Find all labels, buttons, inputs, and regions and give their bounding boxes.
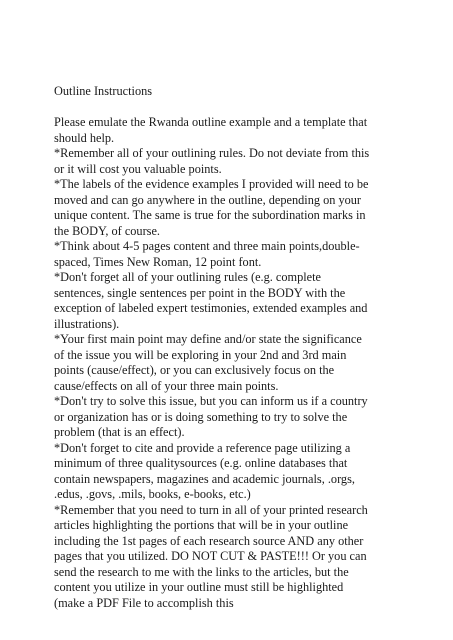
- paragraph-sentence-rules: *Don't forget all of your outlining rules (e.g. complete sentences, single sentences per point in the BODY with the exception of labeled expert testimonies, extended examples and illustrations).: [54, 270, 368, 331]
- paragraph-intro: Please emulate the Rwanda outline example and a template that should help.: [54, 115, 368, 145]
- paragraph-main-points: *Your first main point may define and/or state the significance of the issue you will be exploring in your 2nd and 3rd main points (cause/effect), or you can exclusively focus on the cause/effects on all of your three main points.: [54, 332, 362, 393]
- document-body: [54, 84, 399, 611]
- paragraph-outlining-rules: *Remember all of your outlining rules. Do not deviate from this or it will cost you valuable points.: [54, 146, 370, 176]
- paragraph-evidence-labels: *The labels of the evidence examples I provided will need to be moved and can go anywhere in the outline, depending on your unique content. The same is true for the subordination marks in the BODY, of course.: [54, 177, 369, 238]
- paragraph-citations: *Don't forget to cite and provide a reference page utilizing a minimum of three qualitysources (e.g. online databases that contain newspapers, magazines and academic journals, .orgs, .edus, .govs, .mils, books, e-books, etc.): [54, 440, 355, 501]
- paragraph-page-length: *Think about 4-5 pages content and three main points,double- spaced, Times New Roman, 12 point font.: [54, 239, 360, 269]
- document-title: Outline Instructions: [54, 84, 153, 98]
- paragraph-research-articles: *Remember that you need to turn in all of your printed research articles highlighting the portions that will be in your outline including the 1st pages of each research source AND any other pages that you utilized. DO NOT CUT & PASTE!!! Or you can send the research to me with the links to the articles, but the content you utilize in your outline must still be highlighted (make a PDF File to accomplish this: [54, 502, 368, 610]
- paragraph-solve-issue: *Don't try to solve this issue, but you can inform us if a country or organization has or is doing something to try to solve the problem (that is an effect).: [54, 394, 368, 439]
